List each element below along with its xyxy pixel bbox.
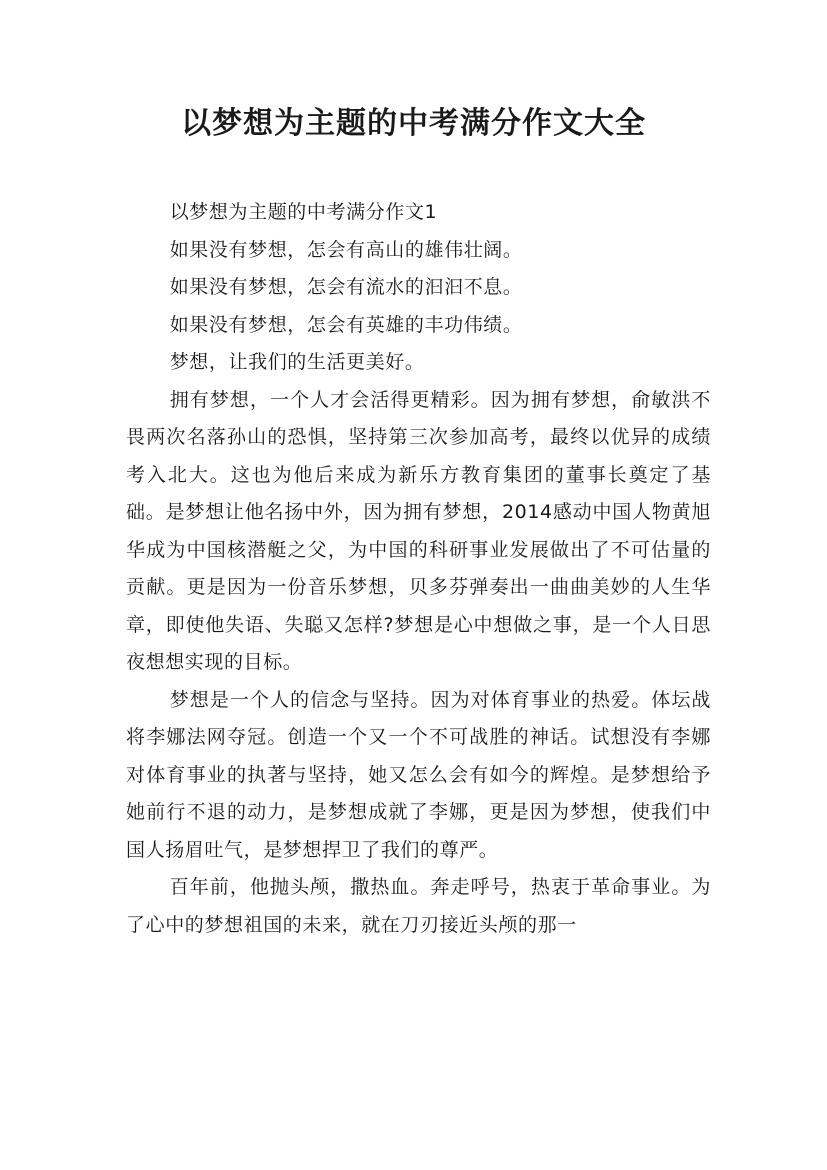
document-title: 以梦想为主题的中考满分作文大全 (181, 106, 646, 141)
paragraph: 梦想是一个人的信念与坚持。因为对体育事业的热爱。体坛战将李娜法网夺冠。创造一个又一个不可战胜的神话。试想没有李娜对体育事业的执著与坚持，她又怎么会有如今的辉煌。是梦想给予她前行不退的动力，是梦想成就了李娜，更是因为梦想，使我们中国人扬眉吐气，是梦想捍卫了我们的尊严。 (126, 688, 711, 861)
paragraph: 梦想，让我们的生活更美好。 (169, 351, 425, 373)
paragraph: 拥有梦想，一个人才会活得更精彩。因为拥有梦想，俞敏洪不畏两次名落孙山的恐惧，坚持第三次参加高考，最终以优异的成绩考入北大。这也为他后来成为新乐方教育集团的董事长奠定了基础。是梦想让他名扬中外，因为拥有梦想，2014感动中国人物黄旭华成为中国核潜艇之父，为中国的科研事业发展做出了不可估量的贡献。更是因为一份音乐梦想，贝多芬弹奏出一曲曲美妙的人生华章，即使他失语、失聪又怎样?梦想是心中想做之事，是一个人日思夜想想实现的目标。 (126, 388, 711, 673)
paragraph: 如果没有梦想，怎会有流水的汩汩不息。 (169, 276, 523, 298)
paragraph: 如果没有梦想，怎会有高山的雄伟壮阔。 (169, 238, 523, 261)
paragraph: 如果没有梦想，怎会有英雄的丰功伟绩。 (169, 313, 523, 336)
essay-heading: 以梦想为主题的中考满分作文1 (169, 201, 438, 223)
document-body (126, 194, 711, 944)
paragraph: 百年前，他抛头颅，撒热血。奔走呼号，热衷于革命事业。为了心中的梦想祖国的未来，就在刀刃接近头颅的那一 (126, 876, 711, 936)
